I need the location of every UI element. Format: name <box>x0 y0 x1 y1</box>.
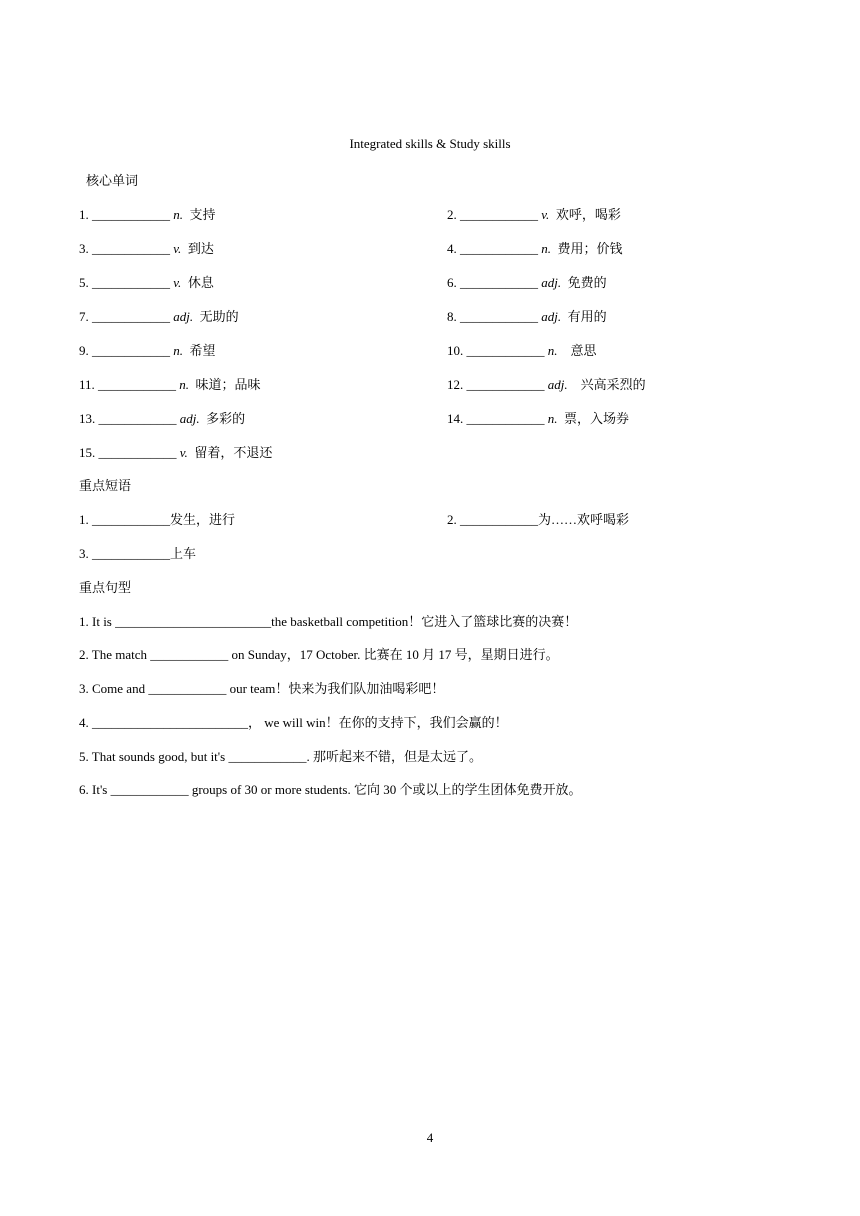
vocab-item: 5. ____________ v. 休息 <box>79 275 214 290</box>
page-title: Integrated skills & Study skills <box>349 136 511 151</box>
sentence-item: 5. That sounds good, but it's ____________. 那听起来不错，但是太远了。 <box>79 749 482 764</box>
sentence-item: 4. ________________________， we will win！在你的支持下，我们会赢的！ <box>79 715 508 730</box>
sentence-item: 6. It's ____________ groups of 30 or more students. 它向 30 个或以上的学生团体免费开放。 <box>79 782 582 797</box>
vocab-item: 1. ____________ n. 支持 <box>79 207 216 222</box>
vocab-item: 6. ____________ adj. 免费的 <box>447 275 607 290</box>
vocab-item: 15. ____________ v. 留着，不退还 <box>79 445 273 460</box>
vocab-item: 13. ____________ adj. 多彩的 <box>79 411 246 426</box>
sentence-item: 3. Come and ____________ our team！快来为我们队加油喝彩吧！ <box>79 681 445 696</box>
phrase-item: 2. ____________为……欢呼喝彩 <box>447 512 630 527</box>
vocab-item: 7. ____________ adj. 无助的 <box>79 309 239 324</box>
vocab-item: 8. ____________ adj. 有用的 <box>447 309 607 324</box>
vocab-item: 12. ____________ adj. 兴高采烈的 <box>447 377 646 392</box>
section-heading-sentences: 重点句型 <box>79 580 132 595</box>
vocab-item: 14. ____________ n. 票，入场券 <box>447 411 630 426</box>
vocab-item: 11. ____________ n. 味道；品味 <box>79 377 261 392</box>
sentence-item: 1. It is ________________________the basketball competition！它进入了篮球比赛的决赛！ <box>79 614 578 629</box>
vocab-item: 10. ____________ n. 意思 <box>447 343 597 358</box>
vocab-item: 9. ____________ n. 希望 <box>79 343 216 358</box>
section-heading-vocab: 核心单词 <box>86 173 139 188</box>
phrase-item: 1. ____________发生，进行 <box>79 512 236 527</box>
phrase-item: 3. ____________上车 <box>79 546 197 561</box>
page-number: 4 <box>426 1130 434 1145</box>
vocab-item: 4. ____________ n. 费用；价钱 <box>447 241 623 256</box>
sentence-item: 2. The match ____________ on Sunday，17 October. 比赛在 10 月 17 号，星期日进行。 <box>79 647 559 662</box>
vocab-item: 3. ____________ v. 到达 <box>79 241 214 256</box>
vocab-item: 2. ____________ v. 欢呼，喝彩 <box>447 207 621 222</box>
section-heading-phrases: 重点短语 <box>79 478 132 493</box>
